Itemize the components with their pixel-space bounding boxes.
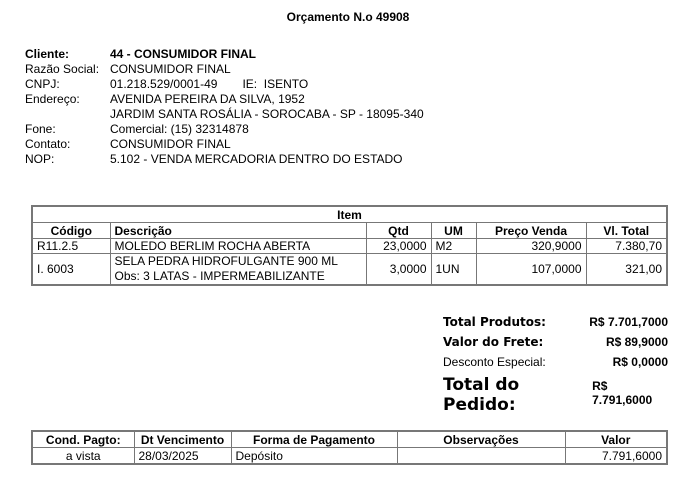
- total-produtos-value: R$ 7.701,7000: [589, 315, 668, 329]
- pay-venc: 28/03/2025: [134, 448, 231, 465]
- nop-label: NOP:: [25, 152, 55, 166]
- item-code: I. 6003: [32, 254, 110, 286]
- client-row: [25, 47, 424, 62]
- item-price: 320,9000: [476, 239, 586, 254]
- desconto-label: Desconto Especial:: [443, 355, 546, 369]
- item-um: M2: [431, 239, 476, 254]
- item-desc: SELA PEDRA HIDROFULGANTE 900 ML: [114, 254, 338, 268]
- items-table: [31, 205, 668, 286]
- item-desc-cell: [110, 254, 366, 286]
- pay-cond: a vista: [32, 448, 134, 465]
- razao-social-row: [25, 62, 424, 77]
- nop-row: [25, 152, 424, 167]
- contato-label: Contato:: [25, 137, 71, 151]
- total-pedido-row: [443, 375, 668, 415]
- pay-valor: 7.791,6000: [565, 448, 667, 465]
- endereco-row: [25, 92, 424, 107]
- razao-social-value: CONSUMIDOR FINAL: [110, 62, 231, 76]
- fone-row: [25, 122, 424, 137]
- pay-forma: Depósito: [231, 448, 397, 465]
- desconto-row: [443, 355, 668, 375]
- contato-row: [25, 137, 424, 152]
- client-info: [25, 47, 424, 167]
- endereco-value: AVENIDA PEREIRA DA SILVA, 1952: [110, 92, 305, 106]
- endereco-label: Endereço:: [25, 92, 80, 106]
- client-value: 44 - CONSUMIDOR FINAL: [110, 47, 257, 61]
- client-label: Cliente:: [25, 47, 70, 61]
- total-produtos-row: [443, 315, 668, 335]
- nop-value: 5.102 - VENDA MERCADORIA DENTRO DO ESTADO: [110, 152, 403, 166]
- page-title: Orçamento N.o 49908: [286, 10, 410, 24]
- razao-social-label: Razão Social:: [25, 62, 100, 76]
- endereco-line2-label: [25, 107, 110, 122]
- col-um: UM: [431, 223, 476, 239]
- valor-frete-row: [443, 335, 668, 355]
- col-valor: Valor: [565, 431, 667, 448]
- col-dt-vencimento: Dt Vencimento: [134, 431, 231, 448]
- table-row: [32, 448, 667, 465]
- item-code: R11.2.5: [32, 239, 110, 254]
- payment-header-row: [32, 431, 667, 448]
- item-um: 1UN: [431, 254, 476, 286]
- cnpj-value: 01.218.529/0001-49: [110, 77, 218, 91]
- item-desc: MOLEDO BERLIM ROCHA ABERTA: [110, 239, 366, 254]
- totals-block: [443, 315, 668, 415]
- valor-frete-label: Valor do Frete:: [443, 335, 544, 349]
- table-row: [32, 254, 667, 286]
- col-cond-pagto: Cond. Pagto:: [32, 431, 134, 448]
- fone-label: Fone:: [25, 122, 56, 136]
- valor-frete-value: R$ 89,9000: [605, 335, 668, 349]
- item-price: 107,0000: [476, 254, 586, 286]
- total-produtos-label: Total Produtos:: [443, 315, 546, 329]
- col-vl-total: Vl. Total: [586, 223, 667, 239]
- pay-obs: [397, 448, 565, 465]
- col-descricao: Descrição: [110, 223, 366, 239]
- payment-table: [31, 430, 668, 465]
- col-qtd: Qtd: [366, 223, 431, 239]
- item-total: 321,00: [586, 254, 667, 286]
- cnpj-row: [25, 77, 424, 92]
- endereco-line2-value: JARDIM SANTA ROSÁLIA - SOROCABA - SP - 18095-340: [110, 107, 424, 121]
- col-preco-venda: Preço Venda: [476, 223, 586, 239]
- fone-value: Comercial: (15) 32314878: [110, 122, 249, 136]
- item-qtd: 3,0000: [366, 254, 431, 286]
- col-codigo: Código: [32, 223, 110, 239]
- desconto-value: R$ 0,0000: [612, 355, 668, 369]
- ie-value: IE: ISENTO: [242, 77, 309, 91]
- col-observacoes: Observações: [397, 431, 565, 448]
- items-caption: Item: [32, 206, 667, 223]
- endereco-line2-row: [25, 107, 424, 122]
- contato-value: CONSUMIDOR FINAL: [110, 137, 231, 151]
- item-obs: Obs: 3 LATAS - IMPERMEABILIZANTE: [114, 269, 325, 283]
- total-pedido-value: R$ 7.791,6000: [592, 379, 653, 407]
- table-row: [32, 239, 667, 254]
- item-total: 7.380,70: [586, 239, 667, 254]
- items-header-row: [32, 223, 667, 239]
- item-qtd: 23,0000: [366, 239, 431, 254]
- cnpj-label: CNPJ:: [25, 77, 60, 91]
- total-pedido-label: Total do Pedido:: [443, 375, 520, 415]
- col-forma-pagamento: Forma de Pagamento: [231, 431, 397, 448]
